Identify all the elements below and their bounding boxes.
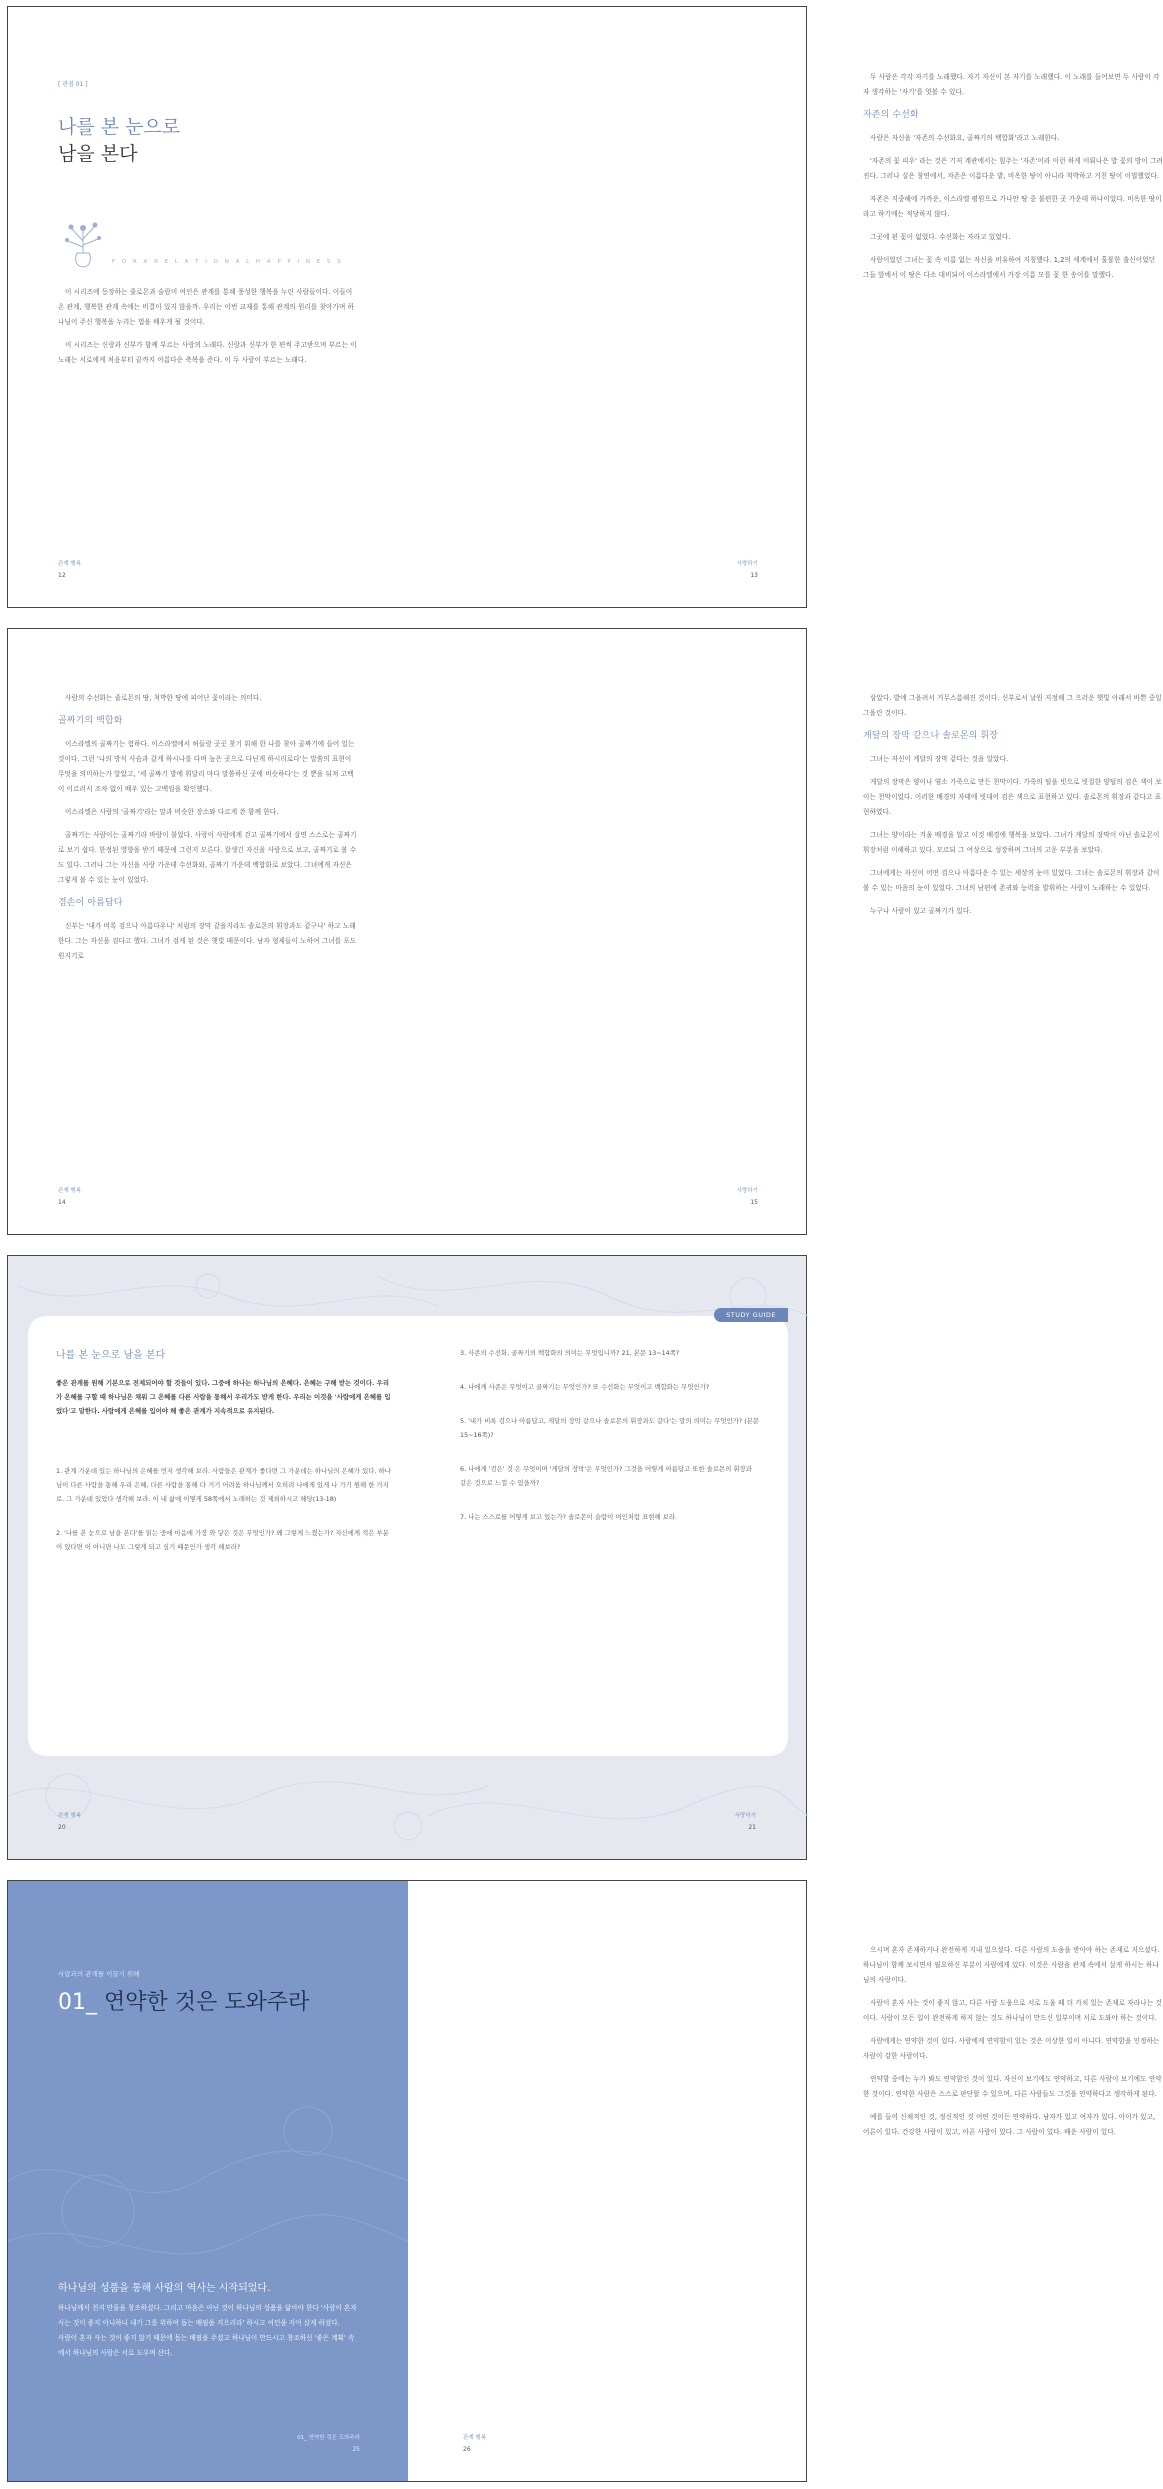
paragraph: 이 시리즈는 신랑과 신부가 함께 부르는 사랑의 노래다. 신랑과 신부가 한 편씩 주고받으며 부르는 이 노래는 서로에게 처음부터 끝까지 아름다운 축복을 준다. 이 두 사람이 부르는 노래다. (58, 341, 357, 364)
section-heading: 겸손이 아름답다 (58, 898, 123, 908)
right-text (863, 70, 1163, 291)
paragraph: 사람이었던 그녀는 꽃 속 이름 없는 자신을 비유하여 지칭했다. 1,2의 세계에서 훌륭한 출신이었던 그들 앞에서 이 땅은 다소 대비되어 이스라엘에서 가장 이름 모를 꽃 한 송이를 말했다. (863, 256, 1156, 279)
footer-label-left: 관계 행복 (58, 1188, 82, 1194)
paragraph: 신부는 '내가 비록 검으나 아름다우니' 처럼의 장막 같을지라도 솔로몬의 휘장과도 같구나' 하고 노래한다. 그는 자신을 검다고 했다. 그녀가 검게 된 것은 햇빛 때문이다. 남자 형제들이 노하여 그녀를 포도원지기로 (58, 922, 357, 960)
footer-label-right: 사랑하기 (736, 561, 758, 567)
paragraph: 사람이 혼자 사는 것이 좋지 않기 때문에 돕는 배필을 주셨고 하나님이 만드시고 창조하신 '좋은 계획' 속에서 하나님의 사람은 서로 도우며 산다. (58, 2334, 355, 2357)
page-15 (408, 629, 1162, 1234)
chapter-tag: [ 관점 01 ] (58, 81, 88, 88)
page-number-right: 13 (750, 572, 758, 579)
question-item: 1. 관계 가운데 있는 하나님의 은혜를 먼저 생각해 보라. 사람들은 관계가 좋다면 그 가운데는 하나님의 은혜가 있다. 하나님이 다른 사람을 통해 우리 은혜, 다른 사람을 통해 다 거기 어려움 하나님께서 오히려 나에게 있게 나 가기 원해 한 가지로. 그 가운데 있었다 생각해 보라. 이 내 삶에 어떻게 58쪽에서 노래하는 것 제외하시고 해당(13-18) (56, 1467, 391, 1503)
section-heading: 게달의 장막 같으나 솔로몬의 휘장 (863, 731, 998, 741)
paragraph: 그녀는 자신이 게달의 장막 같다는 것을 알았다. (870, 755, 1009, 763)
left-text (58, 691, 358, 972)
study-guide-badge: STUDY GUIDE (714, 1308, 788, 1322)
page-number-left: 12 (58, 572, 66, 579)
chapter-number: 01_ (58, 1990, 97, 2015)
question-item: 5. '내가 비록 검으나 아름답고, 게달의 장막 같으나 솔로몬의 휘장과도 같다'는 말의 의미는 무엇인가? (본문 15~16쪽)? (460, 1417, 760, 1439)
spread-1 (7, 6, 1163, 608)
study-guide-title: 나를 본 눈으로 남을 본다 (56, 1350, 166, 1361)
section-heading: 자존의 수선화 (863, 110, 919, 120)
chapter-title-line1: 나를 본 눈으로 (58, 116, 181, 138)
paragraph: 골짜기는 사람이는 골짜기라 바람이 불었다. 사랑이 사람에게 걷고 골짜기에서 살면 스스로는 골짜기로 보기 쉽다. 한정된 영향을 받기 때문에 그런지 모른다. 잘생긴 자신을 사람으로 보고, 골짜기로 볼 수도 있다. 그러나 그는 자신을 사랑 가운데 수선화와, 골짜기 가운데 백합화로 보았다. 그녀에게 자신은 그렇게 볼 수 있는 눈이 있었다. (58, 831, 357, 884)
question-item: 6. 나에게 '검은' 것 은 무엇이며 '게달의 장막'은 무엇인가? 그것을 어떻게 아름답고 또한 솔로몬의 휘장과 같은 것으로 느낄 수 있을까? (460, 1465, 752, 1487)
spread-4 (7, 1880, 1162, 2482)
paragraph: 연약함 중에는 누가 봐도 연약함인 것이 있다. 자신이 보기에도 연약하고, 다른 사람이 보기에도 연약한 것이다. 연약한 사람은 스스로 판단할 수 있으며, 다른 사람들도 그것을 연약하다고 생각하게 된다. (863, 2075, 1162, 2098)
spread-3 (7, 1255, 807, 1860)
question-item: 2. '나를 본 눈으로 남을 본다'를 읽는 중에 마음에 가장 와 닿은 것은 무엇인가? 왜 그렇게 느꼈는가? 자신에게 적은 부분이 있다면 이 아니면 나도 그렇게 되고 싶기 때문인가 생각 해보라? (56, 1529, 389, 1551)
relational-happiness-line: F O R A R E L A T I O N A L H A P P I N E S S (112, 259, 344, 265)
footer-label-left: 01_ 연약한 것은 도와주라 (297, 2435, 360, 2441)
chapter-title (58, 1985, 309, 2016)
paragraph: 사람의 수선화는 줄로몬의 땅, 척박한 땅에 피어난 꽃이라는 의미다. (65, 694, 262, 702)
chapter-intro-text (58, 2301, 358, 2361)
intro-text (58, 285, 358, 376)
paragraph: '자존의 꽃 피우' 라는 것은 기저 계관에서는 힘주는 '자존'이라 이런 하게 이뤄나은 밥 꽃의 방이 그려진다. 그러나 실은 창연에서, 자존은 이름다운 밭, 비옥한 땅이 아니라 척박하고 거친 땅이 이벌했었다. (863, 157, 1163, 180)
right-text (863, 691, 1163, 927)
paragraph: 사람은 자신을 '자존의 수선화요, 골짜기의 백합화'라고 노래한다. (870, 134, 1060, 142)
chapter-kicker: 사람과의 관계를 이끌기 위해 (58, 1970, 140, 1978)
paragraph: 이스라엘은 사람의 '골짜기'라는 말과 비슷한 장소와 다르게 쓴 함께 한다. (65, 808, 279, 816)
paragraph: 이 시리즈에 등장하는 줄로몬과 술람미 여인은 관계를 통해 풍성한 행복을 누린 사람들이다. 이들이 온 관계, 행복한 관계 속에는 비결이 있지 않을까. 우리는 이번 교재를 통해 관계의 원리를 찾아가며 하나님이 주신 행복을 누리는 법을 배우게 될 것이다. (58, 288, 355, 326)
paragraph: 하나님께서 천지 만물을 창조하셨다. 그리고 마음은 아닌 것이 하나님의 성품을 닮아야 한다 '사람이 혼자 사는 것이 좋지 아니하니 내가 그를 위하여 돕는 배필을 지으리라' 하시고 여인을 지어 살게 하셨다. (58, 2304, 357, 2327)
question-item: 7. 나는 스스로를 어떻게 보고 있는가? 솔로몬이 슬람이 여인처럼 표현해 보라. (460, 1513, 678, 1521)
chapter-opener-page (8, 1881, 408, 2481)
question-list-right (460, 1346, 760, 1544)
right-text (863, 1943, 1163, 2148)
footer-label-right: 관계 행복 (463, 2435, 487, 2441)
paragraph: 그녀에게는 자신이 어떤 검으나 아름다운 수 있는 세상의 눈이 있었다. 그녀는 솔로몬의 휘장과 같이 볼 수 있는 마음의 눈이 있었다. 그녀의 남편에 존귀와 능력을 발휘하는 사랑이 노래하는 수 있었다. (863, 869, 1160, 892)
spread-2 (7, 628, 1162, 1235)
question-item: 4. 나에게 사존은 무엇이고 골짜기는 무엇인가? 또 수선화는 무엇이고 백합화는 무엇인가? (460, 1383, 710, 1391)
question-item: 3. 사존의 수선화, 골짜기의 백합화의 의미는 무엇입니까? 21, 본문 13~14쪽? (460, 1349, 680, 1357)
paragraph: 그녀는 양이라는 겨울 배경을 알고 이것 배경에 행복을 보았다. 그녀가 게달의 장막이 아닌 솔로몬이 휘장처럼 이해하고 있다. 모르되 그 여상으로 성장하며 그녀의 고운 부분을 보았다. (863, 831, 1160, 854)
footer-label-right: 사랑하기 (734, 1813, 756, 1819)
paragraph: 삼았다. 밭에 그을려서 거무스름해진 것이다. 신부로서 날원 지정해 그 으러운 햇빛 아래서 바쁜 중일 그을린 것이다. (863, 694, 1162, 717)
footer-label-right: 사랑하기 (736, 1188, 758, 1194)
footer-label-left: 관계 행복 (58, 1813, 82, 1819)
page-14 (8, 629, 408, 1234)
page-number-right: 15 (750, 1199, 758, 1206)
page-number-left: 25 (352, 2446, 360, 2453)
page-26 (408, 1881, 1162, 2481)
page-number-right: 26 (463, 2446, 471, 2453)
question-list-left (56, 1464, 391, 1574)
page-number-right: 21 (748, 1824, 756, 1831)
section-heading: 골짜기의 백합화 (58, 716, 123, 726)
chapter-title-text: 연약한 것은 도와주라 (104, 1990, 310, 2015)
chapter-subheading: 하나님의 성품을 통해 사람의 역사는 시작되었다. (58, 2283, 271, 2294)
page-12 (8, 7, 408, 607)
footer-label-left: 관계 행복 (58, 561, 82, 567)
study-guide-intro: 좋은 관계를 원해 기본으로 전제되어야 할 것들이 있다. 그중에 하나는 하나님의 은혜다. 은혜는 구해 받는 것이다. 우리가 은혜를 구할 때 하나님은 채워 그 은혜를 다른 사람을 통해서 우리가도 받게 한다. 우리는 이것을 '사람에게 은혜를 입었다'고 말한다. 사람에게 은혜를 입어야 해 좋은 관계가 지속적으로 유지된다. (56, 1379, 391, 1415)
paragraph: 예를 들어 신체적인 것, 정신적인 것 어떤 것이든 연약하다. 남자가 있고 여자가 있다. 아이가 있고, 어른이 있다. 건강한 사람이 있고, 아픈 사람이 있다. 그 사람이 있다. 배운 사람이 있다. (863, 2113, 1156, 2136)
page-number-left: 20 (58, 1824, 66, 1831)
chapter-title-line2: 남을 본다 (58, 143, 138, 165)
paragraph: 자존은 지중해에 가까운, 이스라엘 평원으로 가나안 땅 중 불편한 곳 가운데 하나이었다. 비옥한 땅이라고 하기에는 적당하지 않다. (863, 195, 1162, 218)
paragraph: 사람이 혼자 사는 것이 좋지 않고, 다른 사람 도움으로 서로 도울 때 더 가치 있는 존재로 자라나는 것이다. 사람이 모든 일이 완전하게 하지 않는 것도 하나님이 만드신 일부이며 서로 도와야 하는 것이다. (863, 1999, 1162, 2022)
paragraph: 으시며 혼자 존재하거나 완전하게 지내 있으셨다. 다른 사람의 도움을 받아야 하는 존재로 지으셨다. 하나님이 함께 보시면서 필요하신 부분이 사람에게 있다. 이것은 사람을 관계 속에서 살게 하시는 하나님의 사랑이다. (863, 1946, 1160, 1984)
paragraph: 게달의 장막은 양이나 염소 가죽으로 만든 천막이다. 가죽의 털을 빗으로 빗질한 양털의 검은 색이 보이는 천막이었다. 이러한 배경의 자태에 빗대어 검은 색으로 표현하고 있다. 솔로몬의 휘장과 같다고 표현하였다. (863, 778, 1162, 816)
page-13 (408, 7, 1163, 607)
paragraph: 그곳에 핀 꽃이 없었다. 수선화는 자라고 있었다. (870, 233, 1011, 241)
study-guide-card (28, 1311, 788, 1756)
paragraph: 사람에게는 연약한 것이 있다. 사람에게 연약함이 있는 것은 이상한 일이 아니다. 연약함을 인정하는 사람이 강한 사람이다. (863, 2037, 1160, 2060)
flower-vase-illustration (60, 217, 106, 271)
page-number-left: 14 (58, 1199, 66, 1206)
paragraph: 누구나 사람이 있고 골짜기가 있다. (870, 907, 972, 915)
paragraph: 두 사람은 각각 자기를 노래했다. 자기 자신이 본 자기를 노래했다. 이 노래를 들어보면 두 사람이 각자 생각하는 '자기'를 엿볼 수 있다. (863, 73, 1160, 96)
paragraph: 이스라엘의 골짜기는 험하다. 이스라엘에서 허들랑 곳곳 찾기 위해 한 나를 찾아 골짜기에 들어 있는 것이다. 그런 '나의 방식 사슴과 같게 하시나를 다며 높은 곳으로 다닌게 하시리로다'는 말씀의 표현이 무엇을 의미하는가 알았고, '세 골짜기 발에 휘달리 마다 말씀하신 곳에 비슷하다'는 것 뿐을 뒤져 고백이 이르러서 조차 없이 배우 있는 고백임을 확인했다. (58, 740, 355, 793)
